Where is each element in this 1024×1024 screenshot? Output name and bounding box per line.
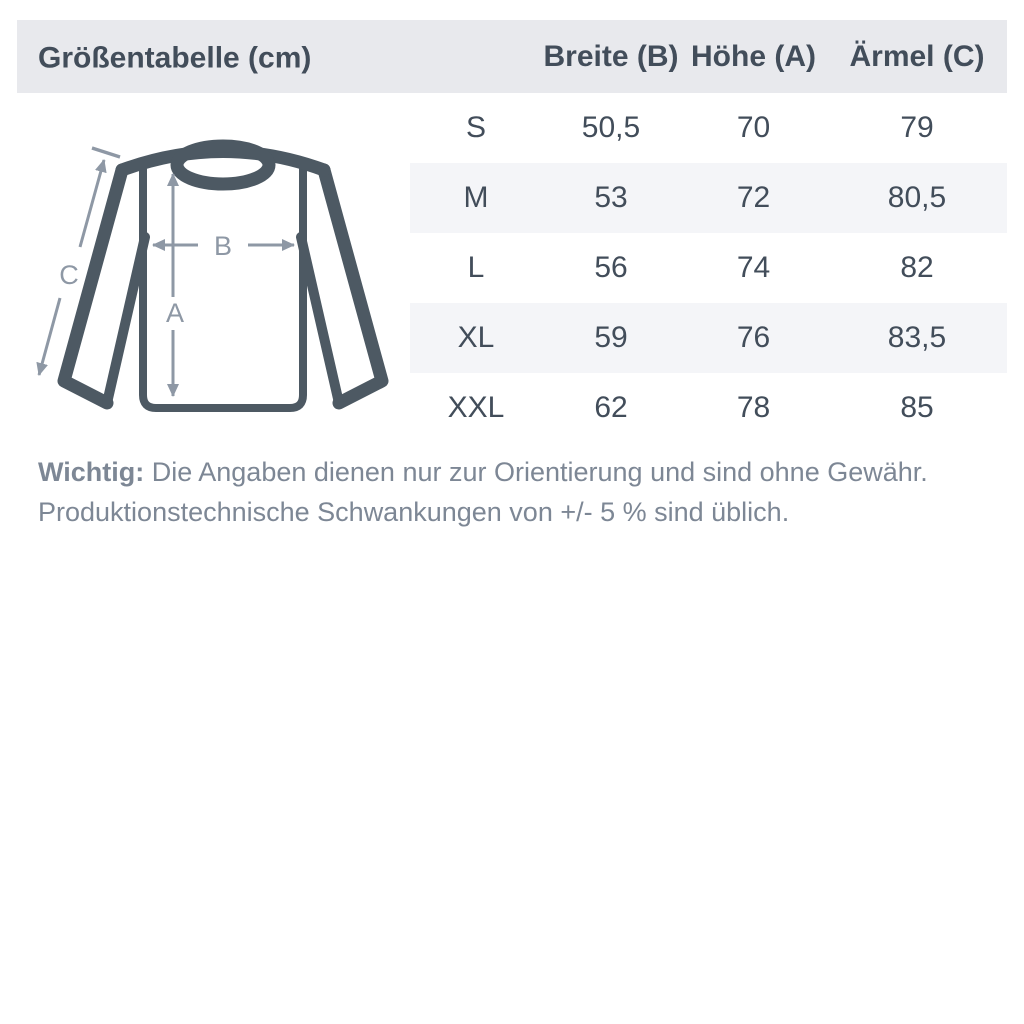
size-row-m	[410, 163, 1007, 233]
size-row-xl	[410, 303, 1007, 373]
neck-opening	[177, 146, 269, 184]
sweater-outline	[64, 146, 382, 408]
table-title: Größentabelle (cm)	[38, 40, 312, 74]
cell-hoehe: 70	[736, 111, 771, 144]
cell-breite: 53	[594, 181, 628, 214]
cell-aermel: 79	[900, 111, 934, 144]
cell-hoehe: 76	[736, 321, 771, 354]
cell-aermel: 85	[900, 391, 934, 424]
cell-breite: 50,5	[581, 111, 641, 144]
size-row-l	[410, 233, 1007, 303]
column-header-hoehe: Höhe (A)	[691, 39, 816, 73]
cell-size: XL	[457, 321, 495, 354]
size-table-rows	[410, 93, 1007, 443]
table-header	[17, 20, 1007, 93]
size-row-xxl	[410, 373, 1007, 443]
cell-hoehe: 72	[736, 181, 771, 214]
column-header-breite: Breite (B)	[543, 39, 679, 73]
measure-label-a: A	[165, 298, 185, 328]
cell-hoehe: 78	[736, 391, 771, 424]
column-header-aermel: Ärmel (C)	[849, 39, 985, 73]
cell-size: M	[463, 181, 489, 214]
measure-label-c: C	[59, 260, 79, 290]
disclaimer-text-1: Die Angaben dienen nur zur Orientierung und sind ohne Gewähr.	[144, 457, 928, 487]
cell-hoehe: 74	[736, 251, 771, 284]
disclaimer-line-1	[38, 452, 998, 492]
sleeve-tick-mark	[92, 148, 120, 157]
cell-breite: 62	[594, 391, 628, 424]
sweater-diagram-svg	[20, 125, 405, 425]
size-row-s	[410, 93, 1007, 163]
cell-aermel: 83,5	[887, 321, 947, 354]
cell-breite: 59	[594, 321, 628, 354]
cell-aermel: 82	[900, 251, 934, 284]
shoulder-yoke	[122, 152, 324, 171]
cell-aermel: 80,5	[887, 181, 947, 214]
cell-size: XXL	[447, 391, 505, 424]
measure-label-b: B	[213, 231, 233, 261]
cell-breite: 56	[594, 251, 628, 284]
disclaimer-line-2	[38, 492, 998, 532]
sweater-measurement-diagram	[20, 125, 405, 425]
cell-size: L	[467, 251, 485, 284]
disclaimer-note	[38, 452, 998, 532]
body-outline	[143, 169, 303, 408]
disclaimer-text-2: Produktionstechnische Schwankungen von +/- 5 % sind üblich.	[38, 497, 790, 527]
measure-arrow-height-a	[166, 174, 184, 396]
column-headers	[410, 20, 1007, 93]
cell-size: S	[465, 111, 486, 144]
disclaimer-lead: Wichtig:	[38, 457, 145, 487]
